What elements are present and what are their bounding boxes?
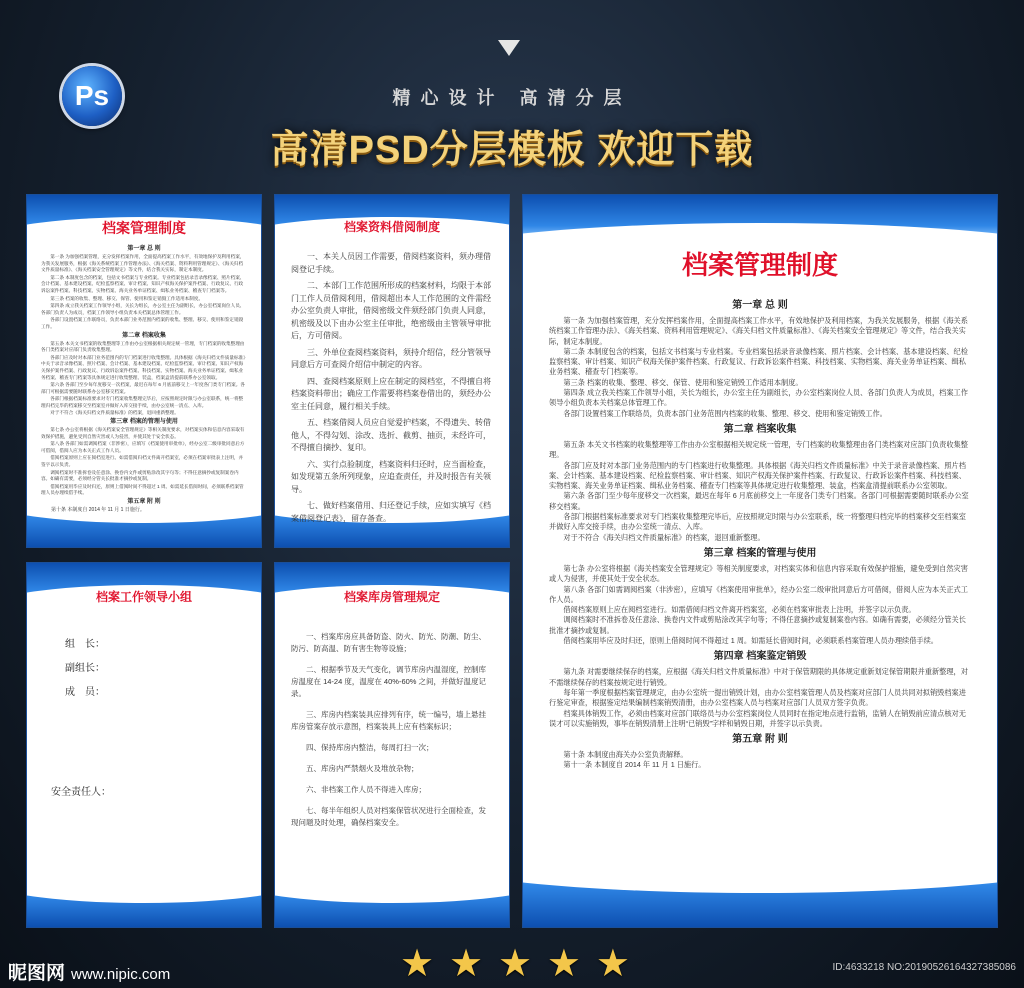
body-paragraph: 第六条 各部门至少每年度移交一次档案，最迟在每年 6 月底前移交上一年度各门类专门档案。各部门可根据需要随时联系办公室移交档案。 (549, 491, 969, 511)
headline: 高清PSD分层模板 欢迎下载 (270, 129, 754, 171)
body-paragraph: 各部门应及时对本部门业务范围内的专门档案进行收集整理。具体根据《海关归档文件质量标准》中关于录音录像档案、照片档案、会计档案、基本建设档案、纪检监察档案、审计档案、知识产权海关保护案件档案、行政复议、行政诉讼案件档案、科技档案、实物档案、海关业务单证档案、缉私业务档案、稽查专门档案等具体规定进行收集整理、装盒，档案盒清提前联系办公室领取。 (549, 460, 966, 491)
field-safety-officer: 安全责任人： (51, 787, 111, 798)
rule-item: 三、外单位查阅档案资料，须持介绍信，经分管领导同意后方可查阅介绍信中制定的内容。 (291, 347, 491, 369)
body-paragraph: 第五条 本关文书档案的收集整理等工作由办公室根据相关规定统一管理，专门档案的收集整理由各门类档案对应部门负责收集整理。 (41, 340, 245, 353)
body-paragraph: 各部门设置档案工作联络员，负责本部门业务范围内档案的收集、整理、移交、使用和鉴定销毁工作。 (563, 408, 887, 418)
board-title: 档案管理制度 (102, 220, 186, 236)
board-title: 档案管理制度 (681, 250, 838, 280)
rule-item: 七、做好档案借用、归还登记手续，应如实填写《档案借阅登记表》，留存备查。 (291, 501, 491, 523)
field-members: 成 员： (65, 687, 105, 698)
body-paragraph: 对于不符合《海关归档文件质量标准》的档案，退回重新整理。 (563, 532, 765, 542)
body-paragraph: 第三条 档案的收集、整理、移交、保管、使用和鉴定销毁工作适用本制度。 (563, 377, 803, 387)
board-storage-rules (274, 562, 510, 928)
body-paragraph: 借阅档案原则上应在阅档室进行。如需借阅归档文件离开档案室，必须在档案审批表上注明，并签字以示负责。 (41, 455, 244, 468)
body-paragraph: 第七条 办公室将根据《海关档案安全管理规定》等相关制度要求，对档案实体和信息内容采取有效保护措施，避免受到自然灾害或人为侵害，并使其处于安全状态。 (41, 427, 245, 439)
chapter-heading: 第五章 附 则 (732, 734, 788, 746)
body-paragraph: 借阅档案用毕应及时归还，原则上借阅时间不得超过 1 周。如需延长借阅时间，必须联系档案管理人员办理续借手续。 (563, 636, 938, 646)
chapter-heading: 第一章 总 则 (127, 246, 161, 252)
body-paragraph: 第二条 本制度包含的档案，包括文书档案与专业档案。专业档案包括录音录像档案、照片档案、会计档案、基本建设档案、纪检监察档案、审计档案、知识产权海关保护案件档案、行政复议、行政诉讼案件档案、科技档案、实物档案、海关业务单证档案、缉私业务档案、稽查专门档案等。 (549, 346, 968, 377)
board-title: 档案资料借阅制度 (343, 220, 440, 234)
body-paragraph: 第五条 本关文书档案的收集整理等工作由办公室根据相关规定统一管理，专门档案的收集整理由各门类档案对应部门负责收集整理。 (549, 439, 968, 460)
photoshop-logo-icon: Ps (62, 66, 122, 126)
body-paragraph: 调阅档案时不准拆卷及任意涂、换卷内文件或剪贴涂改其字句等；不得任意摘抄或复制案卷内容。如确有需要，必须经分管关长批准才摘抄或复制。 (41, 469, 239, 482)
board-title: 档案工作领导小组 (95, 590, 192, 604)
body-text: 第十条 本制度自 2014 年 11 月 1 日施行。 (51, 507, 145, 513)
site-url: www.nipic.com (71, 966, 171, 983)
body-paragraph: 第一条 为加强档案管理，充分发挥档案作用，全面提高档案工作水平，有效地保护及利用档案，为我关发展服务，根据《海关系统档案工作管理办法》、《海关档案、资料利用管理规定》、《海关归档文件质量标准》、《海关档案安全管理规定》等文件，结合我关实际，制定本制度。 (549, 316, 968, 346)
body-paragraph: 每年第一季度根据档案管理规定，由办公室统一提出销毁计划，由办公室档案管理人员及档案对应部门人员共同对拟销毁档案进行鉴定审查，根据鉴定结果编制档案销毁清册，由办公室档案人员与档案对应部门人员双方签字负责。 (549, 687, 966, 708)
rule-item: 一、本关人员因工作需要，借阅档案资料，须办理借阅登记手续。 (291, 252, 491, 274)
body-text (41, 341, 247, 418)
field-leader: 组 长： (65, 639, 105, 650)
board-title: 档案库房管理规定 (343, 590, 440, 604)
rule-item: 五、档案借阅人员应自觉爱护档案，不得遗失、转借他人，不得勾划、涂改、选折、截剪、抽页，未经许可，不得擅自摘抄、复印。 (291, 418, 491, 452)
rule-item: 一、档案库房应具备防盗、防火、防光、防潮、防尘、防污、防高温、防有害生物等设施； (291, 632, 486, 653)
body-paragraph: 第四条 成立我关档案工作领导小组，关长为组长，办公室主任为副组长，办公室档案岗位人员、各部门负责人为成员，档案工作领导小组负责本关档案总体管理工作。 (549, 388, 968, 408)
board-archive-management-small (26, 194, 262, 548)
star-icon: ★ (546, 943, 581, 985)
body-paragraph: 各部门应及时对本部门业务范围内的专门档案进行收集整理。具体根据《海关归档文件质量标准》中关于录音录像档案、照片档案、会计档案、基本建设档案、纪检监察档案、审计档案、知识产权海关保护案件档案、行政复议、行政诉讼案件档案、科技档案、实物档案、海关业务单证档案、缉私业务档案、稽查专门档案等具体规定进行收集整理、装盒，档案盒清提前联系办公室领取。 (41, 354, 246, 380)
rule-item: 六、非档案工作人员不得进入库房； (306, 785, 426, 794)
chapter-heading: 第一章 总 则 (732, 300, 788, 311)
rule-item: 三、库房内档案装具应排列有序，统一编号，墙上悬挂库房管案存放示意图，档案装具上应有档案标识； (291, 710, 486, 731)
chapter-heading: 第二章 档案收集 (723, 423, 797, 435)
body-paragraph: 调阅档案时不准拆卷及任意涂、换卷内文件或剪贴涂改其字句等；不得任意摘抄或复制案卷内容。如确有需要，必须经分管关长批准才摘抄或复制。 (549, 615, 966, 635)
rating-stars (400, 943, 630, 985)
rule-item: 五、库房内严禁烟火及堆放杂物； (306, 764, 419, 773)
rules-list (291, 631, 493, 829)
rule-item: 四、保持库房内整洁，每周打扫一次； (306, 743, 434, 752)
chapter-heading: 第三章 档案的管理与使用 (110, 419, 178, 426)
body-paragraph: 各部门根据档案标准要求对专门档案收集整理完毕后，应按照规定时限与办公室联系，统一将整理归档完毕的档案移交至档案室并做好入库交接手续，由办公室统一清点、入库。 (549, 512, 966, 532)
rule-item: 二、本部门工作范围所形成的档案材料，均限于本部门工作人员借阅利用，借阅超出本人工作范围的文件需经办公室负责人审批，借阅密级文件须经部门负责人同意，机密级及以下由办公室主任审批，绝密级由主管领导审批后，方可借阅。 (291, 281, 491, 340)
body-paragraph: 第九条 对需要继续保存的档案，应根据《海关归档文件质量标准》中对于保管期限的具体规定重新划定保管期限并重新整理，对不需继续保存的档案按规定进行销毁。 (549, 667, 968, 687)
chapter-heading: 第二章 档案收集 (122, 332, 166, 339)
body-paragraph: 第七条 办公室将根据《海关档案安全管理规定》等相关制度要求，对档案实体和信息内容采取有效保护措施，避免受到自然灾害或人为侵害，并使其处于安全状态。 (549, 563, 968, 584)
rule-item: 六、实行点验制度，档案资料归还时，应当面检查，如发现第五条所列现象，应追查责任，并及时报告有关领导。 (291, 459, 491, 494)
star-icon: ★ (595, 943, 630, 985)
body-paragraph: 各部门根据档案标准要求对专门档案收集整理完毕后，应按照规定时限与办公室联系，统一将整理归档完毕的档案移交至档案室并做好入库交接手续，由办公室统一清点、入库。 (41, 396, 244, 408)
board-leading-group (26, 562, 262, 928)
board-archive-management-large (522, 194, 998, 928)
body-paragraph: 第三条 档案的收集、整理、移交、保管、使用和鉴定销毁工作适用本制度。 (50, 295, 204, 301)
body-paragraph: 借阅档案原则上应在阅档室进行。如需借阅归档文件离开档案室，必须在档案审批表上注明，并签字以示负责。 (563, 605, 916, 615)
regulation-body (549, 299, 971, 771)
star-icon: ★ (448, 943, 484, 985)
body-paragraph: 第八条 各部门如需调阅档案（非涉密），应填写《档案使用审批单》，经办公室二级审批同意后方可借阅，借阅人应为本关正式工作人员。 (41, 441, 245, 453)
rule-item: 四、查阅档案原则上应在制定的阅档室，不得擅自将档案资料带出；确应工作需要将档案卷借出的，须经办公室主任同意，履行相关手续。 (291, 376, 491, 411)
image-id: ID:4633218 NO:20190526164327385086 (832, 962, 1016, 973)
body-paragraph: 第六条 各部门至少每年度移交一次档案，最迟在每年 6 月底前移交上一年度各门类专门档案。各部门可根据需要随时联系办公室移交档案。 (41, 382, 245, 394)
board-borrowing-rules (274, 194, 510, 548)
body-paragraph: 第二条 本制度包含的档案，包括文书档案与专业档案。专业档案包括录音录像档案、照片档案、会计档案、基本建设档案、纪检监察档案、审计档案、知识产权海关保护案件档案、行政复议、行政诉讼案件档案、科技档案、实物档案、海关业务单证档案、缉私业务档案、稽查专门档案等。 (41, 274, 245, 293)
body-paragraph: 第十条 本制度由海关办公室负责解释。 (563, 750, 688, 760)
body-paragraph: 第四条 成立我关档案工作领导小组，关长为组长，办公室主任为副组长，办公室档案岗位人员、各部门负责人为成员，档案工作领导小组负责本关档案总体管理工作。 (41, 303, 245, 315)
site-brand: 昵图网 www.nipic.com (8, 963, 171, 984)
chapter-heading: 第四章 档案鉴定销毁 (713, 651, 807, 663)
body-paragraph: 第八条 各部门如需调阅档案（非涉密），应填写《档案使用审批单》，经办公室二级审批同意后方可借阅，借阅人应为本关正式工作人员。 (549, 584, 968, 604)
rule-item: 二、根据季节及天气变化，调节库房内温湿度，控制库房温度在 14-24 度，温度在 40%-60% 之间，并做好温度记录。 (291, 665, 487, 698)
body-paragraph: 借阅档案用毕应及时归还，原则上借阅时间不得超过 1 周。如需延长借阅时间，必须联系档案管理人员办理续借手续。 (41, 483, 244, 496)
chapter-heading: 第五章 附 则 (127, 499, 161, 505)
rules-list (291, 251, 493, 525)
body-paragraph: 档案具体销毁工作，必须由档案对应部门联络员与办公室档案岗位人员同时在指定地点进行监销，监销人在销毁前应清点核对无误才可以实施销毁，事毕在销毁清册上注明“已销毁”字样和销毁日期，并签字以示负责。 (549, 708, 966, 728)
body-paragraph: 各部门设置档案工作联络员，负责本部门业务范围内档案的收集、整理、移交、使用和鉴定销毁工作。 (41, 317, 244, 329)
chapter-heading: 第三章 档案的管理与使用 (703, 547, 817, 559)
body-paragraph: 第十一条 本制度自 2014 年 11 月 1 日施行。 (563, 760, 706, 770)
down-arrow-icon (498, 40, 520, 56)
field-deputy: 副组长： (65, 663, 105, 674)
tagline: 精心设计 高清分层 (392, 88, 632, 108)
rule-item: 七、每半年组织人员对档案保管状况进行全面检查，发现问题及时处理，确保档案安全。 (291, 806, 486, 827)
star-icon: ★ (497, 943, 533, 985)
body-text (41, 254, 247, 331)
body-text (41, 427, 247, 497)
body-paragraph: 对于不符合《海关归档文件质量标准》的档案，退回重新整理。 (50, 410, 179, 416)
star-icon: ★ (400, 943, 435, 985)
body-paragraph: 第一条 为加强档案管理，充分发挥档案作用，全面提高档案工作水平，有效地保护及利用档案，为我关发展服务，根据《海关系统档案工作管理办法》、《海关档案、资料利用管理规定》、《海关归档文件质量标准》、《海关档案安全管理规定》等文件，结合我关实际，制定本制度。 (41, 254, 245, 273)
